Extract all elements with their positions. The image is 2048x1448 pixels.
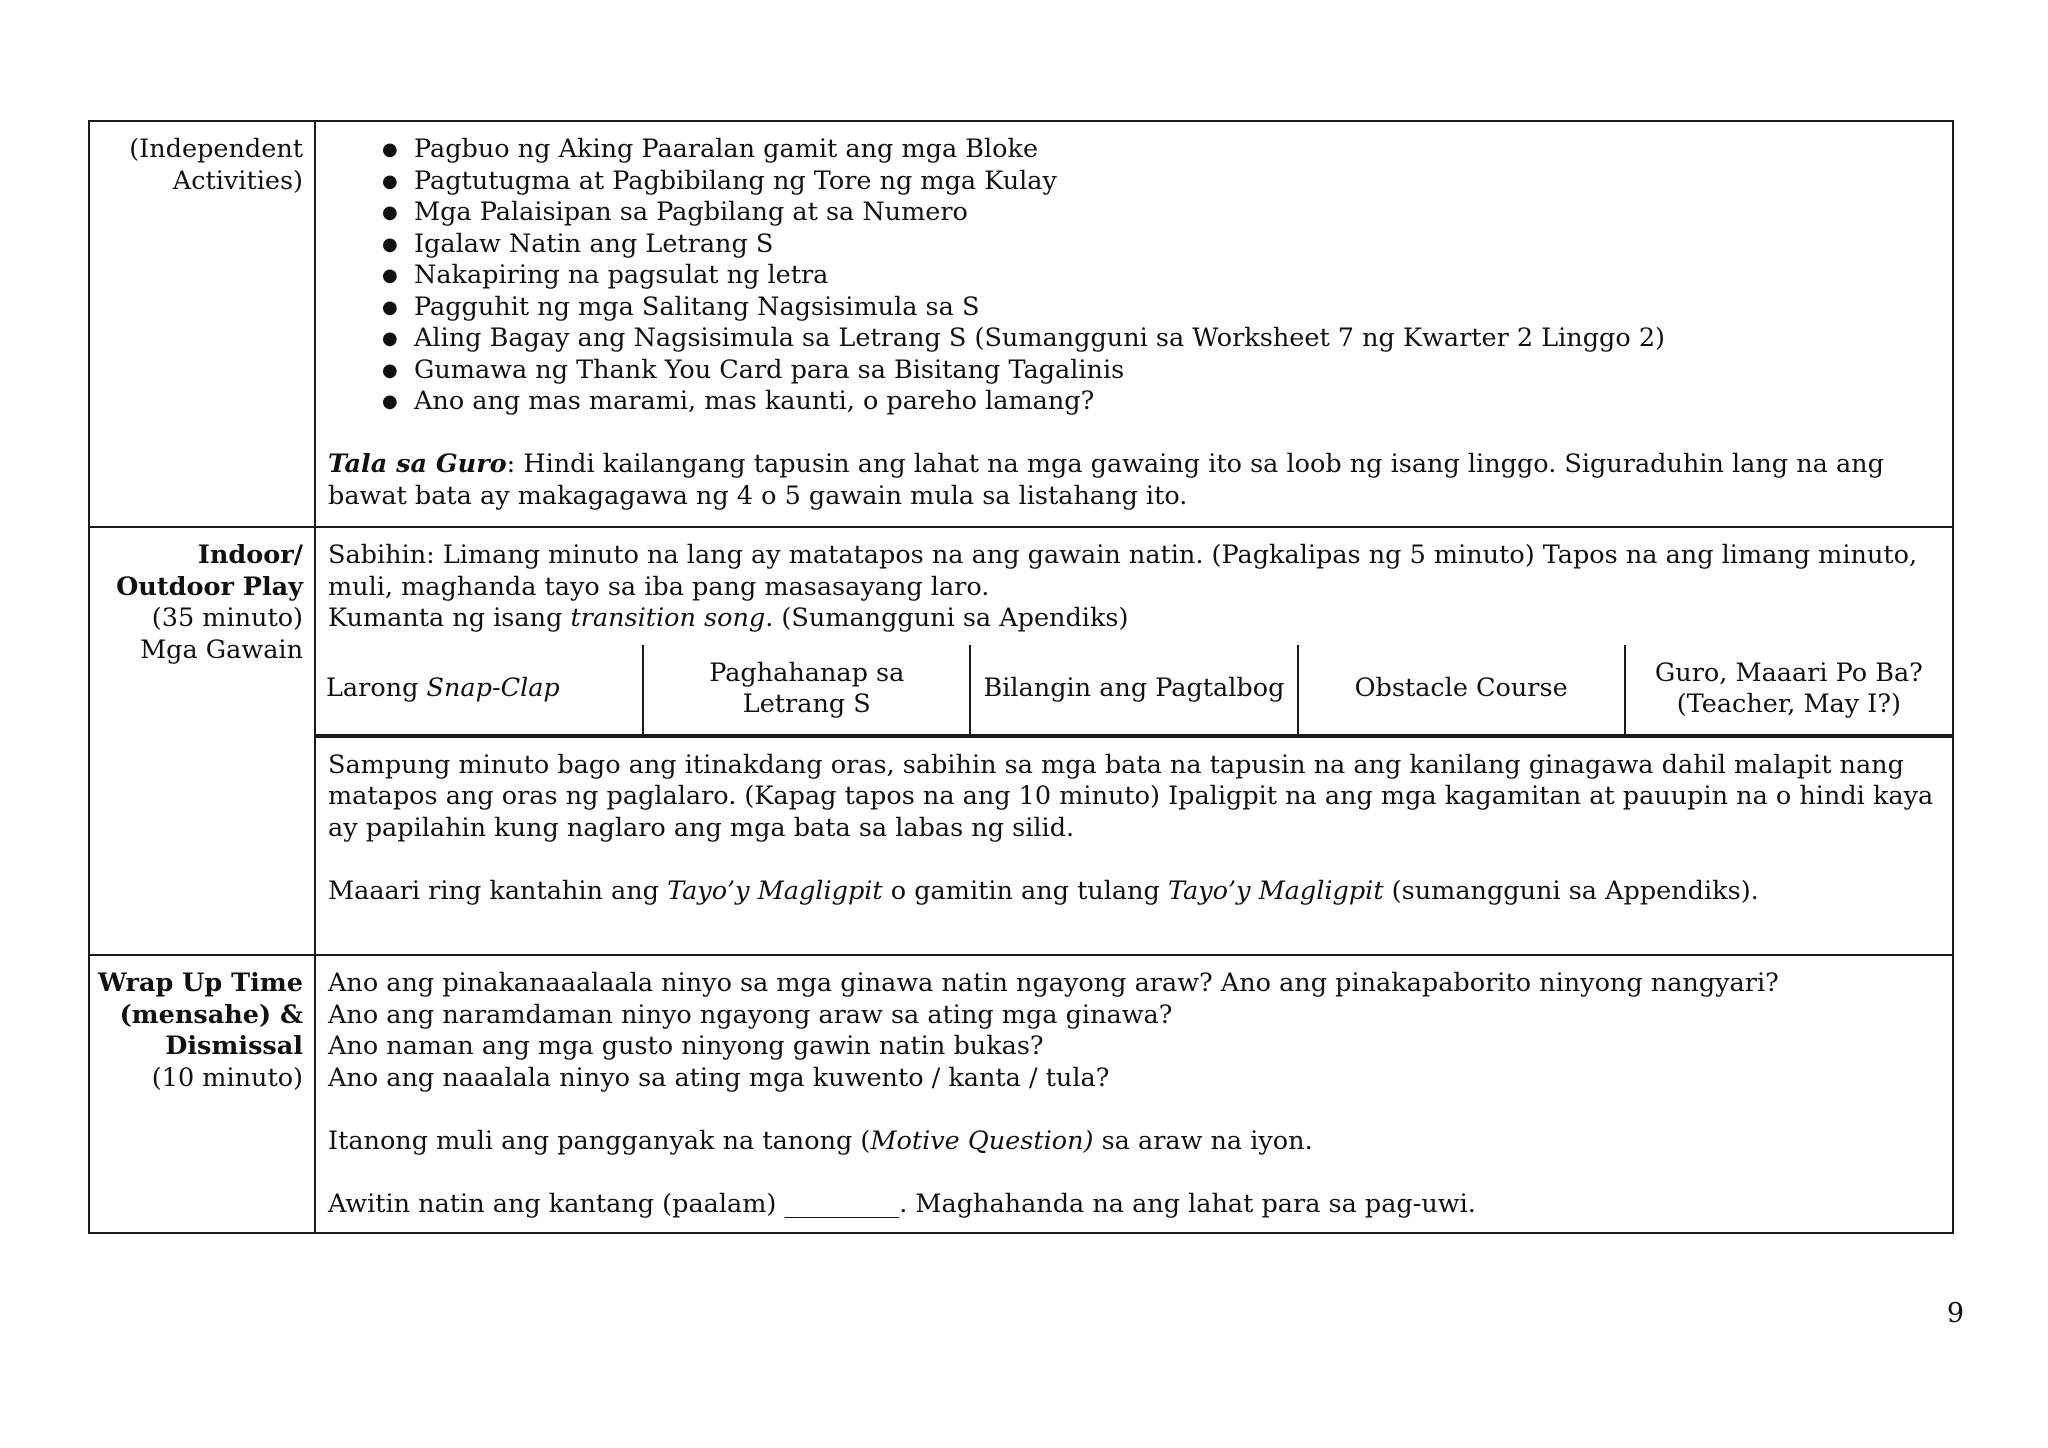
list-item: ● Pagbuo ng Aking Paaralan gamit ang mga Bloke bbox=[328, 134, 1940, 166]
list-item: ● Aling Bagay ang Nagsisimula sa Letrang S (Sumangguni sa Worksheet 7 ng Kwarter 2 Linggo 2) bbox=[328, 323, 1940, 355]
game-bilangin: Bilangin ang Pagtalbog bbox=[970, 645, 1297, 735]
page-number: 9 bbox=[1946, 1298, 1964, 1329]
wrap-question: Ano ang naaalala ninyo sa ating mga kuwento / kanta / tula? bbox=[328, 1062, 1110, 1093]
play-intro bbox=[316, 528, 1952, 645]
play-label-sub: Mga Gawain bbox=[140, 634, 303, 665]
teacher-note-text: : Hindi kailangang tapusin ang lahat na mga gawaing ito sa loob ng isang linggo. Siguraduhin lang na ang bawat bata ay makagagawa ng 4 o 5 gawain mula sa listahang ito. bbox=[328, 449, 1884, 511]
play-closing bbox=[316, 736, 1952, 944]
list-item: ● Mga Palaisipan sa Pagbilang at sa Numero bbox=[328, 197, 1940, 229]
game-snap-clap: Larong Snap-Clap bbox=[316, 645, 643, 735]
list-item: ● Igalaw Natin ang Letrang S bbox=[328, 229, 1940, 261]
indoor-outdoor-play-label bbox=[89, 527, 315, 955]
wrap-up-label bbox=[89, 955, 315, 1233]
play-closing-text: Sampung minuto bago ang itinakdang oras, sabihin sa mga bata na tapusin na ang kanilang ginagawa dahil malapit nang matapos ang oras ng paglalaro. (Kapag tapos na ang 10 minuto) Ipaligpit na ang mga kagamitan at pauupin na o hindi kaya ay papilahin kung naglaro ang mga bata sa labas ng silid. bbox=[328, 749, 1934, 843]
game-paghahanap: Paghahanap sa Letrang S bbox=[643, 645, 970, 735]
list-item: ● Ano ang mas marami, mas kaunti, o pareho lamang? bbox=[328, 386, 1940, 418]
indoor-outdoor-play-content bbox=[315, 527, 1953, 955]
table-row bbox=[316, 645, 1952, 735]
list-item: ● Gumawa ng Thank You Card para sa Bisitang Tagalinis bbox=[328, 355, 1940, 387]
wrap-question: Ano ang naramdaman ninyo ngayong araw sa ating mga ginawa? bbox=[328, 999, 1173, 1030]
game-teacher-may-i: Guro, Maaari Po Ba? (Teacher, May I?) bbox=[1625, 645, 1952, 735]
play-intro-text: Sabihin: Limang minuto na lang ay matatapos na ang gawain natin. (Pagkalipas ng 5 minuto) Tapos na ang limang minuto, muli, maghanda tayo sa iba pang masasayang laro. bbox=[328, 540, 1918, 602]
wrap-question: Ano ang pinakanaaalaala ninyo sa mga ginawa natin ngayong araw? Ano ang pinakapaborito ninyong nangyari? bbox=[328, 968, 1779, 998]
independent-activities-content bbox=[315, 121, 1953, 527]
farewell-song-text: Awitin natin ang kantang (paalam) _________. Maghahanda na ang lahat para sa pag-uwi. bbox=[328, 1188, 1476, 1219]
list-item: ● Nakapiring na pagsulat ng letra bbox=[328, 260, 1940, 292]
wrap-question: Ano naman ang mga gusto ninyong gawin natin bukas? bbox=[328, 1031, 1044, 1061]
list-item: ● Pagguhit ng mga Salitang Nagsisimula sa S bbox=[328, 292, 1940, 324]
activity-list bbox=[328, 134, 1940, 418]
wrap-up-content bbox=[315, 955, 1953, 1233]
motive-question-text: Itanong muli ang pangganyak na tanong (Motive Question) sa araw na iyon. bbox=[328, 1125, 1313, 1156]
cleanup-song-text: Maaari ring kantahin ang Tayo’y Magligpit o gamitin ang tulang Tayo’y Magligpit (sumangguni sa Appendiks). bbox=[328, 875, 1759, 906]
wrap-label-time: (10 minuto) bbox=[151, 1062, 303, 1093]
game-obstacle-course: Obstacle Course bbox=[1298, 645, 1625, 735]
play-label-time: (35 minuto) bbox=[151, 603, 303, 633]
independent-activities-label: (Independent Activities) bbox=[89, 121, 315, 527]
lesson-plan-table bbox=[88, 120, 1954, 1234]
indoor-outdoor-play-row bbox=[89, 527, 1953, 955]
wrap-label-title: Wrap Up Time (mensahe) & Dismissal bbox=[98, 968, 303, 1061]
teacher-note-label: Tala sa Guro bbox=[328, 449, 507, 479]
games-table bbox=[316, 645, 1952, 736]
wrap-up-row bbox=[89, 955, 1953, 1233]
transition-song-text: Kumanta ng isang transition song. (Sumangguni sa Apendiks) bbox=[328, 603, 1129, 633]
teacher-note bbox=[328, 449, 1940, 512]
independent-activities-row bbox=[89, 121, 1953, 527]
list-item: ● Pagtutugma at Pagbibilang ng Tore ng mga Kulay bbox=[328, 166, 1940, 198]
play-label-title: Indoor/ Outdoor Play bbox=[116, 540, 303, 602]
